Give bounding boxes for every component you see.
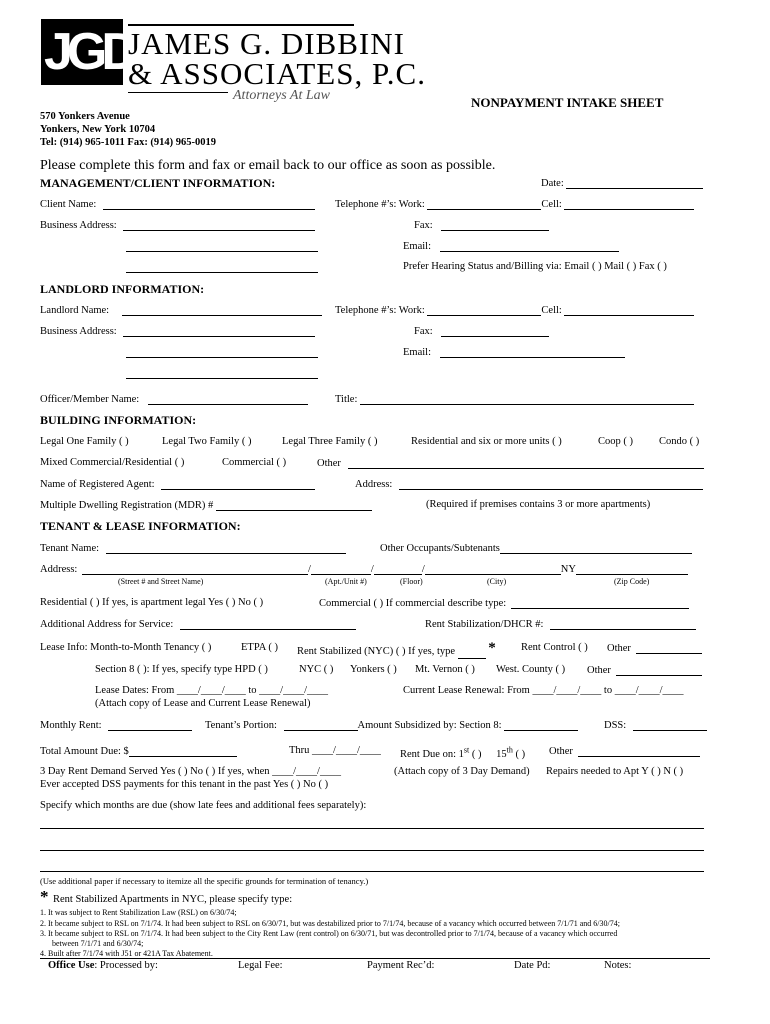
repairs-needed-question[interactable]: Repairs needed to Apt Y ( ) N ( ) — [546, 766, 684, 777]
tenant-portion-group — [205, 719, 578, 731]
date-field[interactable] — [566, 177, 703, 189]
firm-phone: Tel: (914) 965-1011 Fax: (914) 965-0019 — [40, 137, 217, 148]
rs-note-3: 3. It became subject to RSL on 7/1/74. It had been subject to the City Rent Law (rent control) on 6/30/71, but was decontrolled prior to 7/1/74, because of a vacancy which occurred — [40, 929, 618, 938]
monthly-rent-label: Monthly Rent: — [40, 720, 102, 731]
landlord-work-phone-field[interactable] — [427, 304, 541, 316]
rs-note-4: 4. Built after 7/1/74 with J51 or 421A Tax Abatement. — [40, 949, 213, 958]
other-occupants-label: Other Occupants/Subtenants — [380, 543, 500, 554]
landlord-cell-field[interactable] — [564, 304, 694, 316]
section8-hpd-option[interactable]: Section 8 ( ): If yes, specify type HPD ( ) — [95, 664, 268, 675]
tenant-street-field[interactable] — [82, 563, 308, 575]
lease-other-field[interactable] — [636, 642, 702, 654]
legal-three-family-option[interactable]: Legal Three Family ( ) — [282, 436, 378, 447]
months-due-line-3[interactable] — [40, 871, 704, 872]
rent-stabilization-dhcr-field[interactable] — [550, 618, 696, 630]
notes-label: Notes: — [604, 960, 632, 971]
tenant-name-label: Tenant Name: — [40, 543, 100, 554]
nyc-option[interactable]: NYC ( ) — [299, 664, 334, 675]
sublabel-floor: (Floor) — [400, 577, 423, 586]
agent-address-label: Address: — [355, 479, 393, 490]
section8-other-group — [587, 664, 702, 676]
agent-address-group — [355, 478, 703, 490]
landlord-telephone-group — [335, 304, 694, 316]
rent-due-first-option[interactable]: Rent Due on: 1st ( ) — [400, 745, 482, 760]
mdr-note: (Required if premises contains 3 or more apartments) — [426, 499, 651, 510]
section-heading-management: MANAGEMENT/CLIENT INFORMATION: — [40, 176, 276, 190]
commercial-type-label: Commercial ( ) If commercial describe type: — [319, 598, 507, 609]
client-name-field[interactable] — [103, 198, 315, 210]
client-email-field[interactable] — [440, 240, 619, 252]
landlord-fax-field[interactable] — [441, 325, 549, 337]
mdr-group — [40, 499, 372, 511]
client-fax-field[interactable] — [441, 219, 549, 231]
client-fax-group — [414, 219, 549, 231]
processed-by-label: : Processed by: — [94, 960, 158, 971]
date-field-group — [541, 177, 703, 189]
sublabel-apt: (Apt./Unit #) — [325, 577, 367, 586]
firm-name-line1: JAMES G. DIBBINI — [128, 26, 405, 61]
officer-name-group — [40, 393, 308, 405]
other-occupants-group — [380, 542, 692, 554]
client-business-address-field[interactable] — [123, 219, 315, 231]
building-other-group — [317, 457, 704, 469]
sublabel-zip: (Zip Code) — [614, 577, 650, 586]
firm-name-line2: & ASSOCIATES, P.C. — [128, 56, 426, 91]
landlord-email-label: Email: — [403, 347, 431, 358]
date-label: Date: — [541, 178, 564, 189]
asterisk-icon: * — [40, 887, 49, 906]
officer-name-field[interactable] — [148, 393, 308, 405]
tenant-portion-field[interactable] — [284, 719, 358, 731]
attach-lease-note: (Attach copy of Lease and Current Lease Renewal) — [95, 698, 311, 709]
logo-letters: JGD — [44, 23, 133, 81]
landlord-fax-group — [414, 325, 549, 337]
condo-option[interactable]: Condo ( ) — [659, 436, 700, 447]
landlord-business-address-field-2[interactable] — [126, 346, 318, 358]
instructions: Please complete this form and fax or email back to our office as soon as possible. — [40, 158, 496, 173]
dss-label: DSS: — [604, 720, 627, 731]
document-title: NONPAYMENT INTAKE SHEET — [471, 95, 664, 110]
landlord-name-label: Landlord Name: — [40, 305, 110, 316]
dss-payments-question[interactable]: Ever accepted DSS payments for this tenant in the past Yes ( ) No ( ) — [40, 779, 329, 790]
client-email-label: Email: — [403, 241, 431, 252]
section-heading-building: BUILDING INFORMATION: — [40, 413, 197, 427]
mdr-label: Multiple Dwelling Registration (MDR) # — [40, 500, 214, 511]
firm-tagline: Attorneys At Law — [233, 88, 330, 103]
client-name-label: Client Name: — [40, 199, 97, 210]
current-lease-renewal-field[interactable]: Current Lease Renewal: From ____/____/____ to ____/____/____ — [403, 685, 684, 696]
rs-note-1: 1. It was subject to Rent Stabilization Law (RSL) on 6/30/74; — [40, 908, 237, 917]
footer-divider — [40, 958, 710, 959]
mixed-commercial-residential-option[interactable]: Mixed Commercial/Residential ( ) — [40, 457, 185, 468]
three-day-demand-question[interactable]: 3 Day Rent Demand Served Yes ( ) No ( ) If yes, when ____/____/____ — [40, 766, 341, 777]
firm-address-line2: Yonkers, New York 10704 — [40, 124, 156, 135]
residential-legal-question[interactable]: Residential ( ) If yes, is apartment legal Yes ( ) No ( ) — [40, 597, 264, 608]
tenant-city-field[interactable] — [425, 563, 561, 575]
total-due-field[interactable] — [129, 745, 237, 757]
additional-paper-note: (Use additional paper if necessary to itemize all the specific grounds for termination of tenancy.) — [40, 876, 369, 886]
commercial-option[interactable]: Commercial ( ) — [222, 457, 287, 468]
landlord-email-field[interactable] — [440, 346, 625, 358]
client-name-group — [40, 198, 315, 210]
total-due-label: Total Amount Due: $ — [40, 746, 129, 757]
monthly-rent-group — [40, 719, 192, 731]
rent-stabilized-type-field[interactable] — [458, 647, 486, 659]
landlord-fax-label: Fax: — [414, 326, 433, 337]
prefer-hearing-status: Prefer Hearing Status and/Billing via: Email ( ) Mail ( ) Fax ( ) — [403, 261, 667, 272]
sublabel-city: (City) — [487, 577, 507, 586]
client-telephone-group — [335, 198, 694, 210]
registered-agent-group — [40, 478, 315, 490]
yonkers-option[interactable]: Yonkers ( ) — [350, 664, 397, 675]
rent-stabilized-group — [297, 642, 496, 659]
rent-due-group — [400, 745, 525, 760]
tenant-name-group — [40, 542, 346, 554]
total-due-group — [40, 745, 237, 757]
lease-info-month-to-month[interactable]: Lease Info: Month-to-Month Tenancy ( ) — [40, 642, 212, 653]
tenant-zip-field[interactable] — [576, 563, 688, 575]
landlord-telephone-label: Telephone #’s: Work: — [335, 305, 425, 316]
tenant-state-label: NY — [560, 564, 576, 575]
client-email-group — [403, 240, 619, 252]
date-paid-label: Date Pd: — [514, 960, 551, 971]
rent-stabilized-label[interactable]: Rent Stabilized (NYC) ( ) If yes, type — [297, 646, 456, 657]
dss-group — [604, 719, 707, 731]
coop-option[interactable]: Coop ( ) — [598, 436, 633, 447]
additional-address-group — [40, 618, 356, 630]
tenant-floor-field[interactable] — [374, 563, 422, 575]
residential-six-units-option[interactable]: Residential and six or more units ( ) — [411, 436, 562, 447]
officer-title-field[interactable] — [360, 393, 694, 405]
section8-subsidy-field[interactable] — [504, 719, 578, 731]
months-due-line-2[interactable] — [40, 850, 704, 851]
additional-address-label: Additional Address for Service: — [40, 619, 174, 630]
section8-other-label: Other — [587, 665, 611, 676]
attach-demand-note: (Attach copy of 3 Day Demand) — [394, 766, 530, 777]
client-business-address-field-2[interactable] — [126, 240, 318, 252]
client-fax-label: Fax: — [414, 220, 433, 231]
rent-stabilization-dhcr-label: Rent Stabilization/DHCR #: — [425, 619, 544, 630]
office-use-processed-by — [48, 960, 158, 971]
payment-received-label: Payment Rec’d: — [367, 960, 435, 971]
lease-other-group — [607, 642, 702, 654]
tenant-address-label: Address: — [40, 564, 78, 575]
mt-vernon-option[interactable]: Mt. Vernon ( ) — [415, 664, 475, 675]
rs-note-2: 2. It became subject to RSL on 7/1/74. It had been subject to RSL on 6/30/71, but was destabilized prior to 7/1/74, because of a vacancy which occurred between 7/1/71 and 6/30/74; — [40, 919, 620, 928]
client-work-phone-field[interactable] — [427, 198, 541, 210]
landlord-business-address-field-3[interactable] — [126, 367, 318, 379]
client-business-address-label: Business Address: — [40, 220, 117, 231]
west-county-option[interactable]: West. County ( ) — [496, 664, 566, 675]
legal-fee-label: Legal Fee: — [238, 960, 283, 971]
specify-months-label: Specify which months are due (show late fees and additional fees separately): — [40, 800, 367, 811]
landlord-business-address-group — [40, 325, 315, 337]
firm-address-line1: 570 Yonkers Avenue — [40, 111, 130, 122]
commercial-type-field[interactable] — [511, 597, 689, 609]
registered-agent-field[interactable] — [161, 478, 315, 490]
dss-field[interactable] — [633, 719, 707, 731]
amount-subsidized-label: Amount Subsidized by: Section 8: — [357, 720, 502, 731]
tenant-address-group: Address: / / / NY — [40, 563, 688, 575]
thru-date-field[interactable]: Thru ____/____/____ — [289, 745, 381, 756]
additional-address-field[interactable] — [180, 618, 356, 630]
rent-due-other-group — [549, 745, 700, 757]
client-business-address-field-3[interactable] — [126, 261, 318, 273]
commercial-type-group — [319, 597, 689, 609]
landlord-name-group — [40, 304, 322, 316]
rent-due-other-label: Other — [549, 746, 573, 757]
rent-stabilization-dhcr-group — [425, 618, 696, 630]
rent-control-option[interactable]: Rent Control ( ) — [521, 642, 588, 653]
months-due-line-1[interactable] — [40, 828, 704, 829]
landlord-business-address-label: Business Address: — [40, 326, 117, 337]
building-other-label: Other — [317, 458, 341, 469]
landlord-name-field[interactable] — [122, 304, 322, 316]
officer-title-label: Title: — [335, 394, 358, 405]
asterisk-icon: * — [488, 640, 496, 656]
monthly-rent-field[interactable] — [108, 719, 192, 731]
registered-agent-label: Name of Registered Agent: — [40, 479, 155, 490]
rent-due-other-field[interactable] — [578, 745, 700, 757]
logo-bottom-rule — [128, 92, 228, 93]
client-telephone-label: Telephone #’s: Work: — [335, 199, 425, 210]
agent-address-field[interactable] — [399, 478, 703, 490]
landlord-cell-label: Cell: — [541, 305, 562, 316]
rent-due-fifteenth-option[interactable]: 15th ( ) — [496, 745, 526, 760]
section-heading-landlord: LANDLORD INFORMATION: — [40, 282, 205, 296]
section-heading-tenant: TENANT & LEASE INFORMATION: — [40, 519, 241, 533]
landlord-business-address-field[interactable] — [123, 325, 315, 337]
officer-name-label: Officer/Member Name: — [40, 394, 140, 405]
other-occupants-field[interactable] — [500, 542, 692, 554]
sublabel-street: (Street # and Street Name) — [118, 577, 204, 586]
mdr-field[interactable] — [216, 499, 372, 511]
rent-stabilized-heading: Rent Stabilized Apartments in NYC, please specify type: — [53, 894, 293, 905]
lease-other-label: Other — [607, 643, 631, 654]
building-other-field[interactable] — [348, 457, 704, 469]
office-use-label: Office Use — [48, 960, 95, 971]
legal-one-family-option[interactable]: Legal One Family ( ) — [40, 436, 129, 447]
client-cell-label: Cell: — [541, 199, 562, 210]
legal-two-family-option[interactable]: Legal Two Family ( ) — [162, 436, 252, 447]
landlord-email-group — [403, 346, 625, 358]
officer-title-group — [335, 393, 694, 405]
client-business-address-group — [40, 219, 315, 231]
tenant-name-field[interactable] — [106, 542, 346, 554]
section8-other-field[interactable] — [616, 664, 702, 676]
tenant-portion-label: Tenant’s Portion: — [205, 720, 277, 731]
client-cell-field[interactable] — [564, 198, 694, 210]
lease-dates-field[interactable]: Lease Dates: From ____/____/____ to ____/____/____ — [95, 685, 329, 696]
tenant-apt-field[interactable] — [311, 563, 371, 575]
rs-note-3-cont: between 7/1/71 and 6/30/74; — [40, 939, 144, 948]
etpa-option[interactable]: ETPA ( ) — [241, 642, 278, 653]
